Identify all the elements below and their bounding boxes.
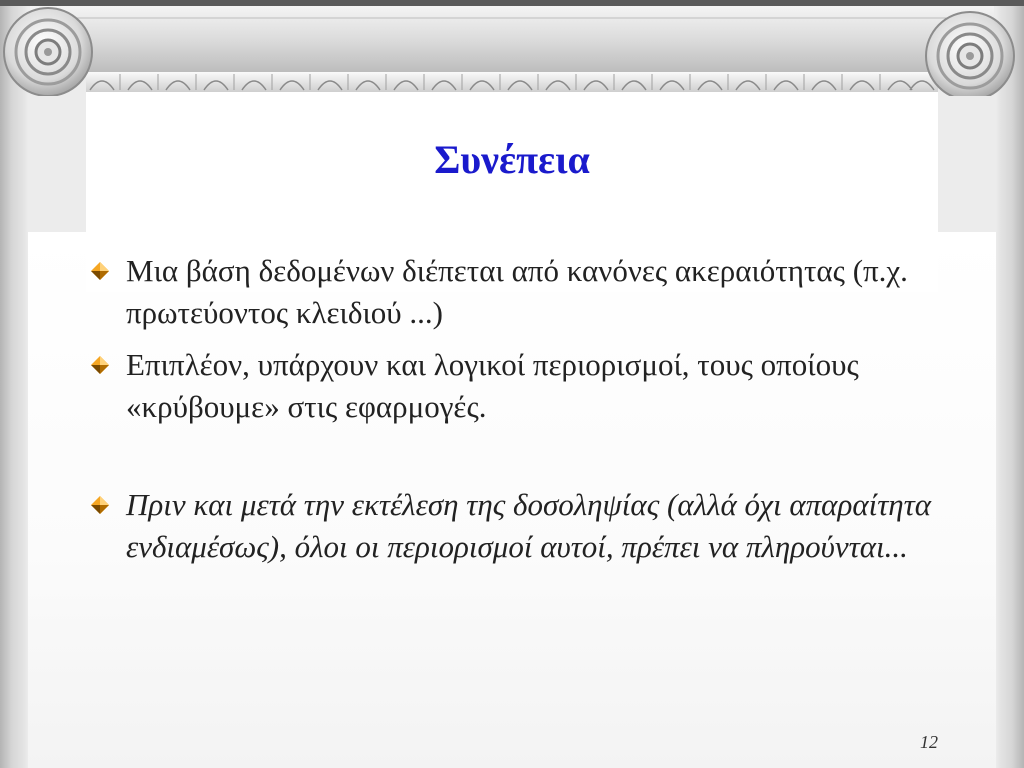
bullet-item: [88, 484, 948, 568]
bullet-text: Επιπλέον, υπάρχουν και λογικοί περιορισμοί, τους οποίους «κρύβουμε» στις εφαρμογές.: [126, 347, 859, 424]
diamond-bullet-icon: [90, 495, 110, 515]
bullet-item: [88, 250, 948, 334]
bullet-list: [88, 250, 948, 578]
bullet-text: Πριν και μετά την εκτέλεση της δοσοληψίας (αλλά όχι απαραίτητα ενδιαμέσως), όλοι οι περιορισμοί αυτοί, πρέπει να πληρούνται...: [126, 487, 932, 564]
bullet-item: [88, 344, 948, 428]
left-volute-icon: [4, 8, 92, 96]
diamond-bullet-icon: [90, 355, 110, 375]
page-number: 12: [920, 732, 938, 752]
ionic-capital-decoration: [0, 0, 1024, 96]
bullet-text: Μια βάση δεδομένων διέπεται από κανόνες ακεραιότητας (π.χ. πρωτεύοντος κλειδιού ...): [126, 253, 908, 330]
slide-title: Συνέπεια: [434, 137, 590, 182]
diamond-bullet-icon: [90, 261, 110, 281]
right-volute-icon: [926, 12, 1014, 96]
